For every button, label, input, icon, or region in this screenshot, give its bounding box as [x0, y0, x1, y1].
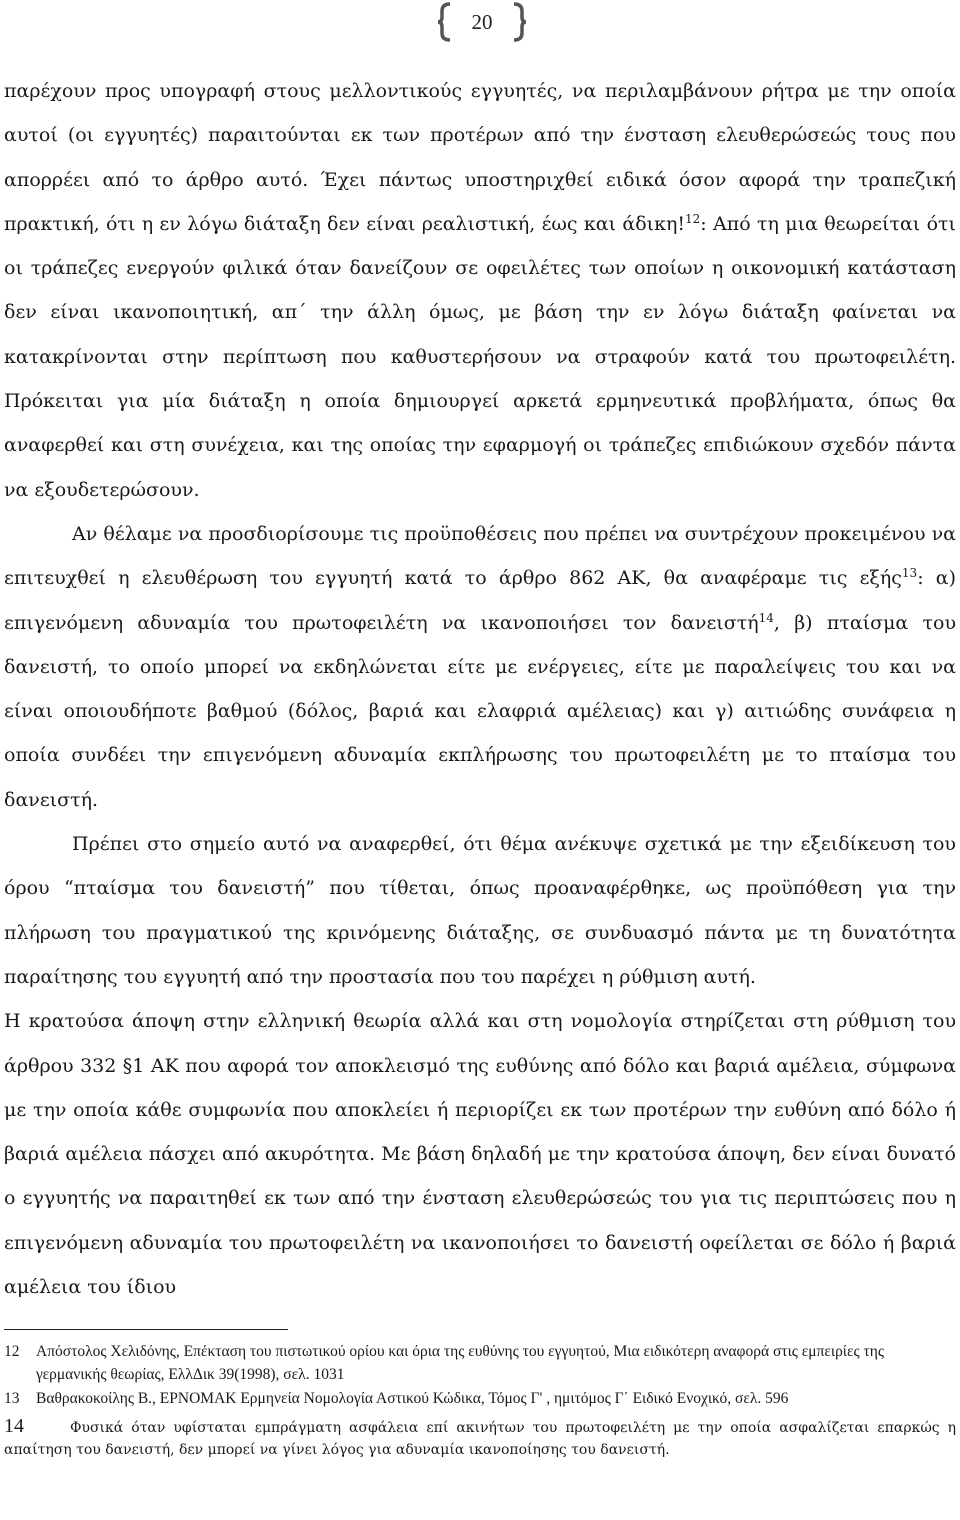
text-run: , β) πταίσμα του δανειστή, το οποίο μπορεί να εκδηλώνεται είτε με ενέργειες, είτε με παραλείψεις του και να είναι οποιουδήποτε βαθμού (δόλος, βαριά και ελαφριά αμέλειας) και γ) αιτιώδης συνάφεια η οποία συνδέει την επιγενόμενη αδυναμία εκπλήρωσης του πρωτοφειλέτη με το πταίσμα του δανειστή. — [4, 611, 956, 811]
text-run: : α) επιγενόμενη αδυναμία του πρωτοφειλέτη να ικανοποιήσει τον δανειστή — [4, 567, 956, 634]
page-number: 20 — [471, 9, 493, 34]
footnote-number: 13 — [4, 1390, 20, 1407]
text-run: Πρέπει στο σημείο αυτό να αναφερθεί, ότι θέμα ανέκυψε σχετικά με την εξειδίκευση του όρου “πταίσμα του δανειστή” που τίθεται, όπως προαναφέρθηκε, ως προϋπόθεση για την πλήρωση του πραγματικού της κρινόμενης διάταξης, σε συνδυασμό πάντα με τη δυνατότητα παραίτησης του εγγυητή από την προστασία που του παρέχει η ρύθμιση αυτή. — [4, 833, 956, 988]
footnote-text: Φυσικά όταν υφίσταται εμπράγματη ασφάλεια επί ακινήτων του πρωτοφειλέτη με την οποία ασφαλίζεται επαρκώς η απαίτηση του δανειστή, δεν μπορεί να γίνει λόγος για αδυναμία ικανοποίησης του δανειστή. — [4, 1419, 956, 1458]
paragraph — [4, 69, 956, 512]
footnote-text: Βαθρακοκοίλης Β., ΕΡΝΟΜΑΚ Ερμηνεία Νομολογία Αστικού Κώδικα, Τόμος Γ' , ημιτόμος Γ΄ Ειδικό Ενοχικό, σελ. 596 — [36, 1390, 789, 1407]
text-run: παρέχουν προς υπογραφή στους μελλοντικούς εγγυητές, να περιλαμβάνουν ρήτρα με την οποία αυτοί (οι εγγυητές) παραιτούνται εκ των προτέρων από την ένσταση ελευθερώσεώς τους που απορρέει από το άρθρο αυτό. Έχει πάντως υποστηριχθεί ειδικά όσον αφορά την τραπεζική πρακτική, ότι η εν λόγω διάταξη δεν είναι ρεαλιστική, έως και άδικη! — [4, 80, 956, 235]
text-run: : Από τη μια θεωρείται ότι οι τράπεζες ενεργούν φιλικά όταν δανείζουν σε οφειλέτες των οποίων η οικονομική κατάσταση δεν είναι ικανοποιητική, απ΄ την άλλη όμως, με βάση την εν λόγω διάταξη φαίνεται να κατακρίνονται στην περίπτωση που καθυστερήσουν να στραφούν κατά του πρωτοφειλέτη. Πρόκειται για μία διάταξη η οποία δημιουργεί αρκετά ερμηνευτικά προβλήματα, όπως θα αναφερθεί και στη συνέχεια, και της οποίας την εφαρμογή οι τράπεζες επιδιώκουν σχεδόν πάντα να εξουδετερώσουν. — [4, 212, 956, 501]
footnote-text: Απόστολος Χελιδόνης, Επέκταση του πιστωτικού ορίου και όρια της ευθύνης του εγγυητού, Μια ειδικότερη αναφορά στις εμπειρίες της γερμανικής θεωρίας, ΕλλΔικ 39(1998), σελ. 1031 — [36, 1343, 884, 1383]
paragraph — [4, 512, 956, 822]
text-run: Η κρατούσα άποψη στην ελληνική θεωρία αλλά και στη νομολογία στηρίζεται στη ρύθμιση του άρθρου 332 §1 ΑΚ που αφορά τον αποκλεισμό της ευθύνης από δόλο και βαριά αμέλεια, σύμφωνα με την οποία κάθε συμφωνία που αποκλείει ή περιορίζει εκ των προτέρων την ευθύνη από δόλο ή βαριά αμέλεια πάσχει από ακυρότητα. Με βάση δηλαδή με την κρατούσα άποψη, δεν είναι δυνατό ο εγγυητής να παραιτηθεί εκ των από την ένσταση ελευθερώσεώς του για τις περιπτώσεις που η επιγενόμενη αδυναμία του πρωτοφειλέτη να ικανοποιήσει το δανειστή οφείλεται σε δόλο ή βαριά αμέλεια του ίδιου — [4, 1010, 956, 1299]
paragraph — [4, 999, 956, 1309]
footnote-separator — [4, 1329, 288, 1330]
footnote-14 — [4, 1415, 956, 1462]
footnote-ref-13[interactable]: 13 — [901, 566, 918, 581]
footnotes — [4, 1341, 956, 1462]
footnote-13 — [4, 1388, 956, 1411]
footnote-number: 14 — [4, 1414, 24, 1437]
footnote-ref-12[interactable]: 12 — [685, 211, 701, 226]
body-text — [4, 69, 956, 1309]
text-run: Αν θέλαμε να προσδιορίσουμε τις προϋποθέσεις που πρέπει να συντρέχουν προκειμένου να επιτευχθεί η ελευθέρωση του εγγυητή κατά το άρθρο 862 ΑΚ, θα αναφέραμε τις εξής — [4, 522, 956, 590]
paragraph — [4, 822, 956, 999]
footnote-ref-14[interactable]: 14 — [758, 610, 774, 625]
footnote-12 — [4, 1341, 956, 1386]
page-number-box — [438, 2, 526, 42]
footnote-number: 12 — [4, 1343, 20, 1360]
